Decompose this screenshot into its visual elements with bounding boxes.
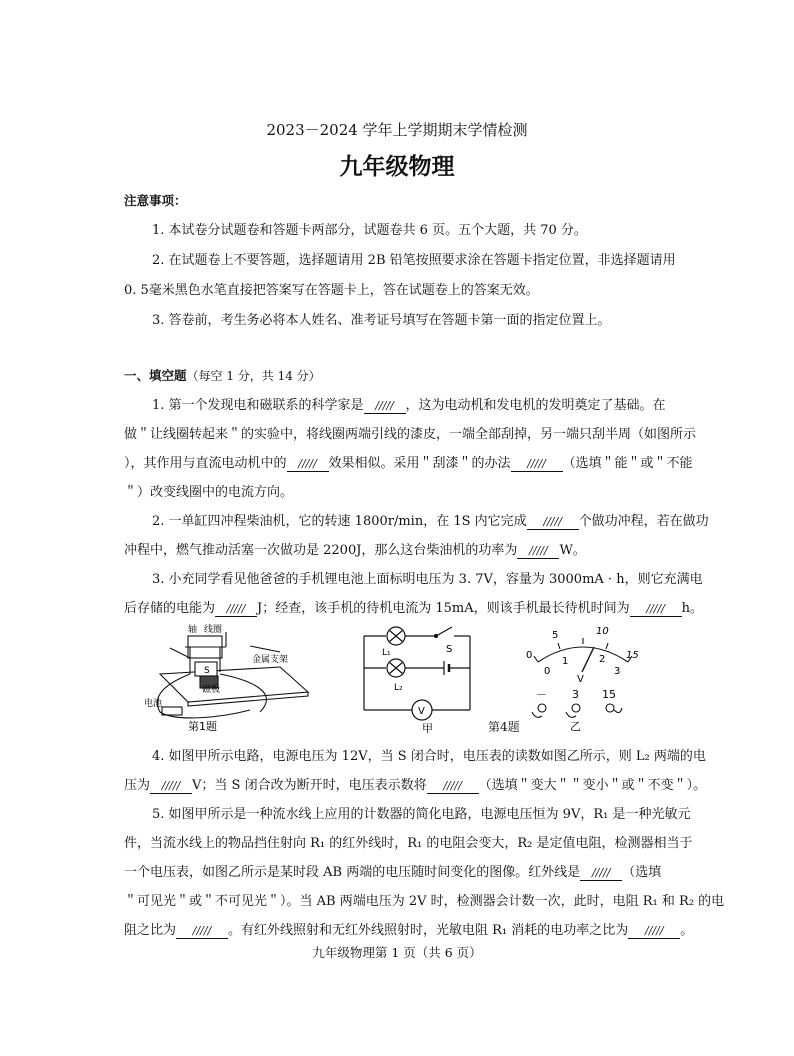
q3-text: h。	[681, 601, 703, 616]
q2-text: W。	[559, 543, 586, 558]
q3-text: J；经查，该手机的待机电流为 15mA，则该手机最长待机时间为	[257, 601, 630, 616]
meter-terminal-negative: －	[536, 688, 547, 701]
q3-line-2	[124, 600, 703, 618]
meter-terminal-15: 15	[602, 688, 616, 701]
q1-line-4: ＂）改变线圈中的电流方向。	[124, 485, 294, 500]
answer-blank[interactable]: /////	[630, 602, 682, 617]
fig4-L2-label: L₂	[394, 683, 403, 693]
exam-title: 2023－2024 学年上学期期末学情检测	[266, 121, 528, 139]
meter-inner-tick-1: 1	[562, 656, 569, 667]
subject-title: 九年级物理	[339, 154, 455, 180]
q4-text: 压为	[124, 778, 151, 793]
q1-text: ，这为电动机和发电机的发明奠定了基础。在	[405, 398, 666, 413]
meter-outer-tick-15: 15	[626, 650, 639, 661]
fig4-jia-label: 甲	[422, 722, 433, 734]
q5-text: 。	[680, 923, 694, 938]
meter-inner-tick-0: 0	[544, 666, 551, 677]
fig1-axis-label: 轴	[188, 625, 198, 635]
answer-blank[interactable]: /////	[517, 544, 559, 559]
notice-heading: 注意事项：	[124, 193, 187, 208]
section-1-heading	[124, 367, 321, 386]
q5-line-2: 件，当流水线上的物品挡住射向 R₁ 的红外线时，R₁ 的电阻会变大，R₂ 是定值电阻，检测器相当于	[124, 836, 693, 851]
meter-outer-tick-5: 5	[552, 630, 559, 641]
q2-text: 冲程中，燃气推动活塞一次做功是 2200J，那么这台柴油机的功率为	[124, 543, 518, 558]
fig4-L1-label: L₁	[382, 648, 391, 658]
fig1-battery-label: 电池	[144, 699, 163, 709]
page-footer: 九年级物理第 1 页（共 6 页）	[312, 945, 482, 960]
meter-unit: V	[577, 674, 584, 685]
notice-item-3: 3. 答卷前，考生务必将本人姓名、准考证号填写在答题卡第一面的指定位置上。	[152, 313, 611, 328]
q1-text: 效果相似。采用＂刮漆＂的办法	[328, 456, 511, 471]
answer-blank[interactable]: /////	[287, 457, 329, 472]
answer-blank[interactable]: /////	[215, 602, 257, 617]
figure-4-caption: 第4题	[488, 720, 520, 734]
answer-blank[interactable]: /////	[628, 924, 680, 939]
meter-inner-tick-2: 2	[599, 654, 606, 665]
answer-blank[interactable]: /////	[527, 515, 579, 530]
q2-text: 个做功冲程，若在做功	[578, 514, 709, 529]
q5-text: 阻之比为	[124, 923, 177, 938]
fig1-coil-label: 线圈	[204, 625, 223, 635]
q2-line-2	[124, 542, 586, 560]
answer-blank[interactable]: /////	[511, 457, 563, 472]
fig4-yi-label: 乙	[570, 720, 581, 733]
fig1-caption: 第1题	[188, 720, 217, 733]
fig1-magnet-label: 磁极	[202, 685, 221, 695]
figure-4-circuit	[352, 622, 482, 734]
fig1-s-label: S	[204, 666, 210, 676]
fig4-S-label: S	[446, 644, 453, 655]
q5-text: 。有红外线照射和无红外线照射时，光敏电阻 R₁ 消耗的电功率之比为	[228, 923, 629, 938]
answer-blank[interactable]: /////	[176, 924, 228, 939]
q3-text: 后存储的电能为	[124, 601, 216, 616]
answer-blank[interactable]: /////	[364, 399, 406, 414]
q1-text: （选填＂能＂或＂不能	[562, 456, 693, 471]
notice-item-2b: 0. 5毫米黑色水笔直接把答案写在答题卡上，答在试题卷上的答案无效。	[124, 283, 539, 298]
notice-item-2a: 2. 在试题卷上不要答题，选择题请用 2B 铅笔按照要求涂在答题卡指定位置，非选择题请用	[152, 253, 676, 268]
q5-text: （选填	[622, 865, 662, 880]
answer-blank[interactable]: /////	[427, 779, 479, 794]
q4-line-1: 4. 如图甲所示电路，电源电压为 12V，当 S 闭合时，电压表的读数如图乙所示，则 L₂ 两端的电	[152, 749, 706, 764]
q1-line-2: 做＂让线圈转起来＂的实验中，将线圈两端引线的漆皮，一端全部刮掉，另一端只刮半周（如图所示	[124, 427, 697, 442]
meter-terminal-3: 3	[572, 688, 579, 701]
q4-text: V；当 S 闭合改为断开时，电压表示数将	[192, 778, 427, 793]
q1-text: ），其作用与直流电动机中的	[124, 456, 287, 471]
figure-4-voltmeter-dial	[516, 622, 650, 734]
notice-item-1: 1. 本试卷分试题卷和答题卡两部分，试题卷共 6 页。五个大题，共 70 分。	[152, 223, 587, 238]
q2-line-1	[152, 513, 709, 531]
q5-line-1: 5. 如图甲所示是一种流水线上应用的计数器的简化电路，电源电压恒为 9V，R₁ 是一种光敏元	[152, 807, 691, 822]
answer-blank[interactable]: /////	[580, 866, 622, 881]
q2-text: 2. 一单缸四冲程柴油机，它的转速 1800r/min，在 1S 内它完成	[152, 514, 527, 529]
q5-line-3	[124, 864, 661, 882]
section-1-title: 一、填空题	[124, 368, 187, 383]
fig1-bracket-label: 金属支架	[252, 655, 289, 665]
meter-outer-tick-10: 10	[596, 626, 609, 637]
q1-text: 1. 第一个发现电和磁联系的科学家是	[152, 398, 364, 413]
meter-outer-tick-0: 0	[526, 650, 533, 661]
q5-line-4: ＂可见光＂或＂不可见光＂）。当 AB 两端电压为 2V 时，检测器会计数一次，此时，电阻 R₁ 和 R₂ 的电	[124, 894, 725, 909]
fig4-voltmeter-label: V	[418, 706, 425, 717]
q1-line-1	[152, 397, 666, 415]
q5-text: 一个电压表，如图乙所示是某时段 AB 两端的电压随时间变化的图像。红外线是	[124, 865, 581, 880]
figure-1-motor-experiment	[130, 622, 315, 734]
q1-line-3	[124, 455, 693, 473]
meter-inner-tick-3: 3	[614, 666, 621, 677]
q4-line-2	[124, 777, 706, 795]
answer-blank[interactable]: /////	[150, 779, 192, 794]
q3-line-1: 3. 小充同学看见他爸爸的手机锂电池上面标明电压为 3. 7V，容量为 3000mA · h，则它充满电	[152, 572, 703, 587]
q4-text: （选填＂变大＂＂变小＂或＂不变＂）。	[478, 778, 707, 793]
section-1-scoring: （每空 1 分，共 14 分）	[186, 369, 321, 383]
q5-line-5	[124, 922, 693, 940]
